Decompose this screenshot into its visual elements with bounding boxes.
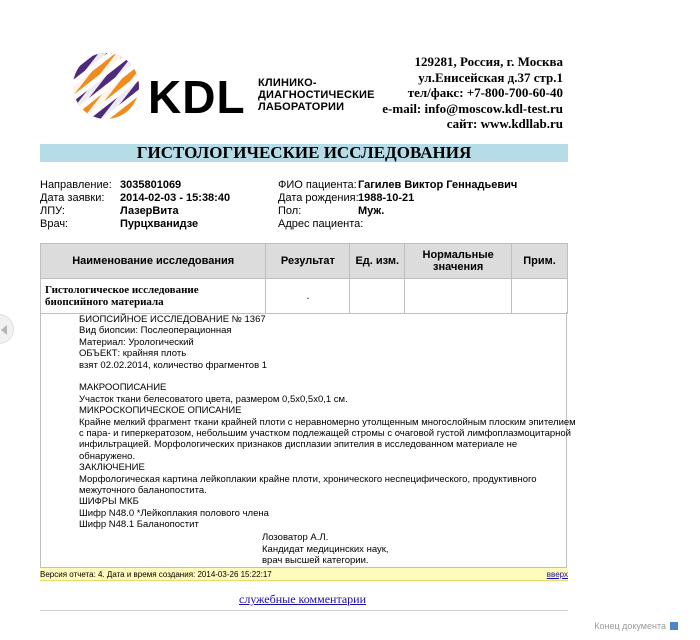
table-header-row [41, 244, 568, 279]
report-line: ОБЪЕКТ: крайняя плоть [79, 348, 187, 360]
divider [40, 610, 568, 611]
birth-value: 1988-10-21 [358, 192, 415, 204]
sex-value: Муж. [358, 205, 385, 217]
col-header-unit: Ед. изм. [350, 244, 405, 279]
contact-phone: тел/факс: +7-800-700-60-40 [407, 85, 563, 100]
contact-email: e-mail: info@moscow.kdl-test.ru [382, 100, 563, 116]
service-comments-link[interactable]: служебные комментарии [239, 592, 367, 606]
report-text [79, 314, 574, 531]
brand-subtitle: КЛИНИКО- ДИАГНОСТИЧЕСКИЕ ЛАБОРАТОРИИ [258, 77, 375, 113]
table-row [41, 279, 568, 314]
kdl-logo-icon [72, 52, 140, 120]
test-unit-cell [350, 279, 405, 314]
lab-contacts [382, 54, 563, 132]
end-of-document-label: Конец документа [594, 621, 666, 631]
lpu-label: ЛПУ: [40, 205, 65, 217]
report-line: Шифр N48.1 Баланопостит [79, 519, 199, 531]
report-line: ШИФРЫ МКБ [79, 496, 139, 508]
results-table [40, 243, 568, 314]
doctor-label: Врач: [40, 218, 69, 230]
sex-label: Пол: [278, 205, 302, 217]
report-line: ЗАКЛЮЧЕНИЕ [79, 462, 145, 474]
report-line: Крайне мелкий фрагмент ткани крайней плоти с неравномерно утолщенным многослойным плоским эпителием [79, 416, 576, 428]
report-line: БИОПСИЙНОЕ ИССЛЕДОВАНИЕ № 1367 [79, 314, 266, 325]
up-link[interactable]: вверх [546, 570, 568, 579]
direction-label: Направление: [40, 179, 112, 191]
contact-street: ул.Енисейская д.37 стр.1 [418, 69, 563, 85]
contact-site: сайт: www.kdllab.ru [446, 116, 563, 131]
report-line: инфильтрацией. Морфологических признаков дисплазии эпителия в исследованном материале не [79, 439, 518, 451]
birth-label: Дата рождения: [278, 192, 359, 204]
col-header-note: Прим. [512, 244, 568, 279]
doctor-signature: Лозоватор А.Л. Кандидат медицинских наук, врач высшей категории. [262, 532, 389, 567]
report-line: обнаружено. [79, 450, 136, 462]
report-line: взят 02.02.2014, количество фрагментов 1 [79, 359, 268, 371]
page-title: ГИСТОЛОГИЧЕСКИЕ ИССЛЕДОВАНИЯ [40, 144, 568, 162]
lpu-value: ЛазерВита [120, 205, 179, 217]
report-line [79, 371, 574, 382]
end-document-square-icon [670, 622, 678, 630]
test-name-cell: Гистологическое исследование биопсийного материала [41, 279, 266, 314]
col-header-name: Наименование исследования [41, 244, 266, 279]
report-line: Морфологическая картина лейкоплакии крайне плоти, хронического неспецифического, продуктивного [79, 473, 537, 485]
report-line: МАКРООПИСАНИЕ [79, 382, 167, 394]
doctor-value: Пурцхванидзе [120, 218, 199, 230]
previous-page-arrow-icon[interactable] [0, 314, 14, 344]
report-line: Материал: Урологический [79, 336, 194, 348]
col-header-result: Результат [266, 244, 350, 279]
report-line: Шифр N48.0 *Лейкоплакия полового члена [79, 507, 269, 519]
report-line: межуточного баланопостита. [79, 485, 207, 497]
contact-city: 129281, Россия, г. Москва [414, 54, 563, 69]
version-info: Версия отчета: 4. Дата и время создания: 2014-03-26 15:22:17 [40, 570, 272, 579]
report-line: Участок ткани белесоватого цвета, размером 0,5х0,5х0,1 см. [79, 393, 348, 405]
patient-value: Гагилев Виктор Геннадьевич [358, 179, 518, 191]
report-line: с пара- и гиперкератозом, небольшим участком подлежащей стромы с очаговой густой лимфоплазмоцитарной [79, 428, 571, 440]
date-label: Дата заявки: [40, 192, 105, 204]
test-result-cell: . [266, 279, 350, 314]
report-line: Вид биопсии: Послеоперационная [79, 325, 232, 337]
report-line: МИКРОСКОПИЧЕСКОЕ ОПИСАНИЕ [79, 405, 242, 417]
brand-name: KDL [148, 71, 246, 123]
test-note-cell [512, 279, 568, 314]
col-header-norm: Нормальные значения [405, 244, 512, 279]
test-norm-cell [405, 279, 512, 314]
direction-value: 3035801069 [120, 179, 182, 191]
report-version-bar [40, 568, 568, 581]
patient-address-label: Адрес пациента: [278, 218, 364, 230]
patient-label: ФИО пациента: [278, 179, 357, 191]
date-value: 2014-02-03 - 15:38:40 [120, 192, 231, 204]
